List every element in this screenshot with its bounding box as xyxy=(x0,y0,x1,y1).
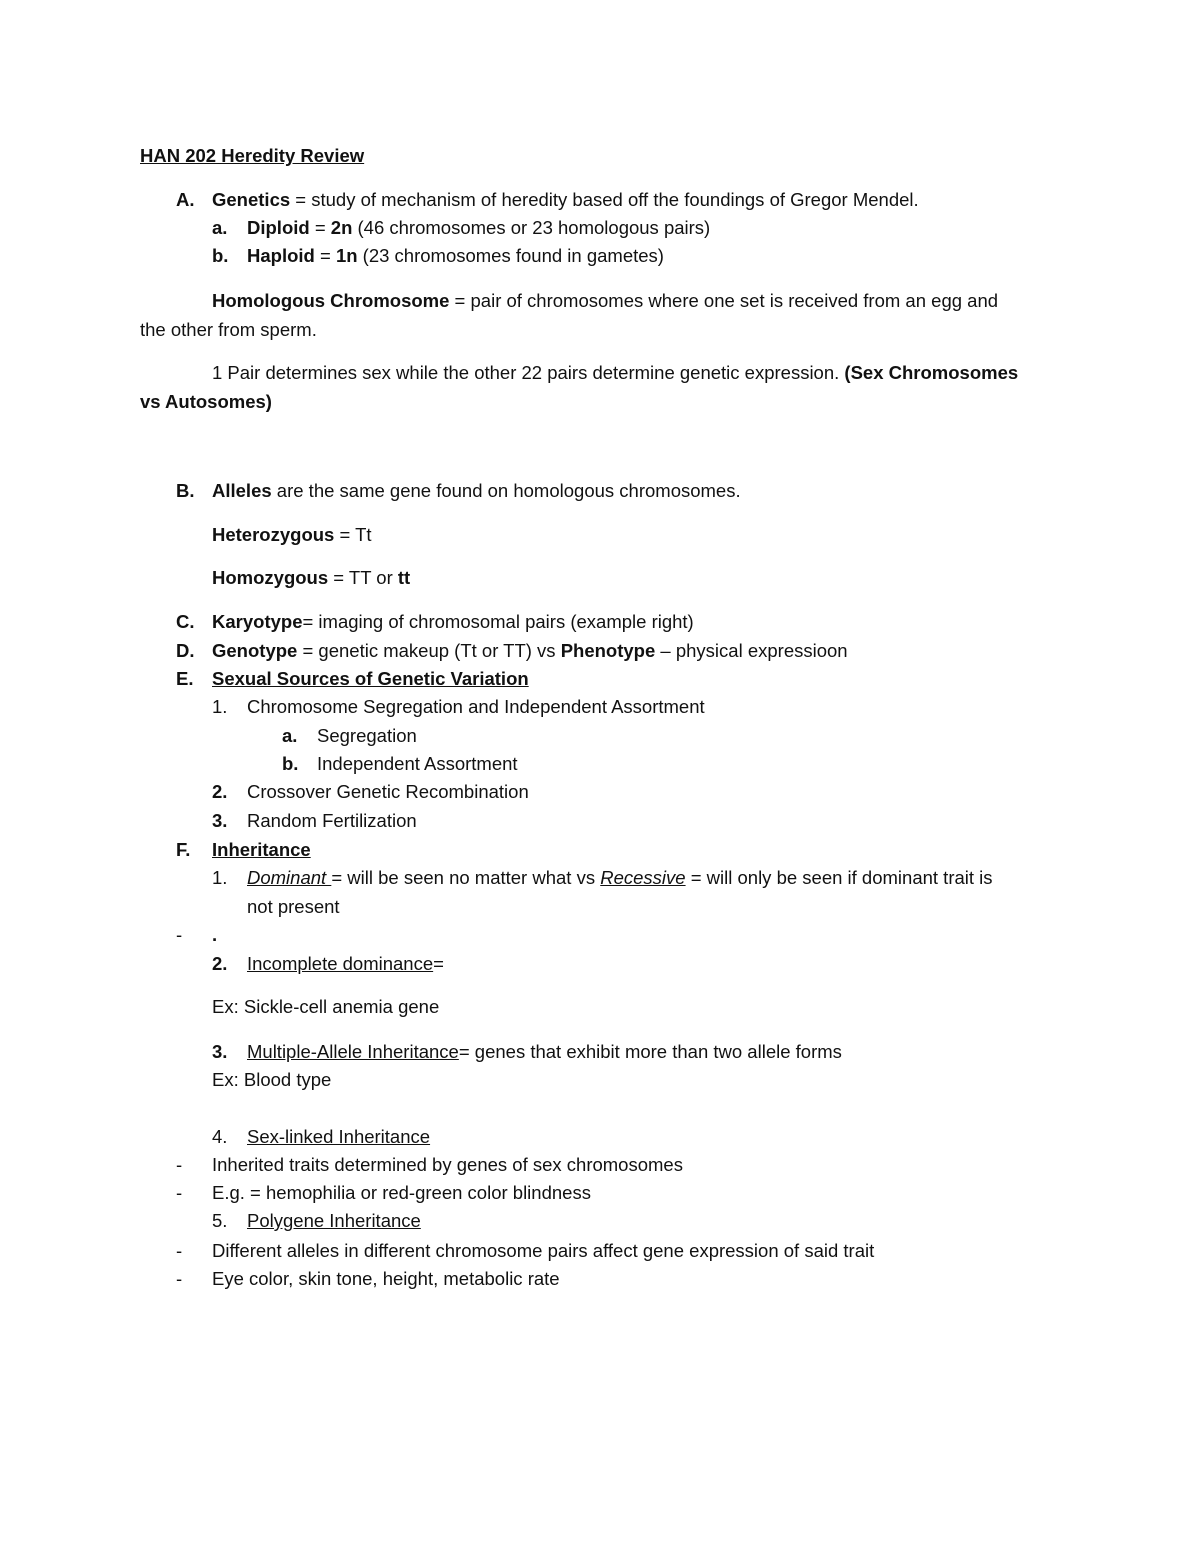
list-marker: 1. xyxy=(212,867,228,888)
list-item: Inherited traits determined by genes of sex chromosomes xyxy=(212,1154,683,1175)
list-item: Random Fertilization xyxy=(247,810,417,831)
list-marker: 2. xyxy=(212,953,228,974)
dash-marker: - xyxy=(176,924,183,945)
list-marker: 2. xyxy=(212,781,228,802)
sex-linked-heading: Sex-linked Inheritance xyxy=(247,1126,431,1147)
list-marker: A. xyxy=(176,189,195,210)
list-marker: B. xyxy=(176,480,195,501)
list-marker: 1. xyxy=(212,696,228,717)
dash-marker: - xyxy=(176,1240,183,1261)
list-marker: F. xyxy=(176,839,191,860)
list-item: Segregation xyxy=(317,725,417,746)
multiple-allele-definition: Multiple-Allele Inheritance= genes that exhibit more than two allele forms xyxy=(247,1041,842,1062)
list-marker: C. xyxy=(176,611,195,632)
diploid-definition: Diploid = 2n (46 chromosomes or 23 homologous pairs) xyxy=(247,217,711,238)
haploid-definition: Haploid = 1n (23 chromosomes found in gametes) xyxy=(247,245,664,266)
list-item: Crossover Genetic Recombination xyxy=(247,781,529,802)
heterozygous-definition: Heterozygous = Tt xyxy=(212,524,372,545)
sex-pair-note: 1 Pair determines sex while the other 22 pairs determine genetic expression. (Sex Chromosomes xyxy=(212,362,1019,383)
page-title: HAN 202 Heredity Review xyxy=(140,145,365,166)
list-item: Independent Assortment xyxy=(317,753,518,774)
section-heading: Inheritance xyxy=(212,839,311,860)
list-item: Different alleles in different chromosome pairs affect gene expression of said trait xyxy=(212,1240,875,1261)
dash-marker: - xyxy=(176,1182,183,1203)
list-marker: a. xyxy=(212,217,228,238)
section-heading: Sexual Sources of Genetic Variation xyxy=(212,668,529,689)
list-marker: b. xyxy=(212,245,229,266)
sex-pair-note-cont: vs Autosomes) xyxy=(140,391,272,412)
homologous-definition-cont: the other from sperm. xyxy=(140,319,317,340)
karyotype-definition: Karyotype= imaging of chromosomal pairs (example right) xyxy=(212,611,694,632)
list-marker: E. xyxy=(176,668,194,689)
dash-marker: - xyxy=(176,1154,183,1175)
homologous-definition: Homologous Chromosome = pair of chromosomes where one set is received from an egg and xyxy=(212,290,999,311)
dominant-definition: Dominant = will be seen no matter what vs Recessive = will only be seen if dominant trait is xyxy=(247,867,993,888)
example-text: Ex: Sickle-cell anemia gene xyxy=(212,996,440,1017)
list-marker: 4. xyxy=(212,1126,228,1147)
list-item: . xyxy=(212,924,218,945)
list-marker: b. xyxy=(282,753,299,774)
alleles-definition: Alleles are the same gene found on homologous chromosomes. xyxy=(212,480,741,501)
list-marker: D. xyxy=(176,640,195,661)
incomplete-dominance: Incomplete dominance= xyxy=(247,953,444,974)
list-marker: a. xyxy=(282,725,298,746)
list-item: Eye color, skin tone, height, metabolic rate xyxy=(212,1268,560,1289)
list-item: Chromosome Segregation and Independent Assortment xyxy=(247,696,705,717)
homozygous-definition: Homozygous = TT or tt xyxy=(212,567,411,588)
list-marker: 5. xyxy=(212,1210,228,1231)
dash-marker: - xyxy=(176,1268,183,1289)
list-marker: 3. xyxy=(212,1041,228,1062)
list-item: E.g. = hemophilia or red-green color blindness xyxy=(212,1182,591,1203)
example-text: Ex: Blood type xyxy=(212,1069,332,1090)
list-marker: 3. xyxy=(212,810,228,831)
genotype-definition: Genotype = genetic makeup (Tt or TT) vs Phenotype – physical expressioon xyxy=(212,640,848,661)
dominant-definition-cont: not present xyxy=(247,896,340,917)
genetics-definition: Genetics = study of mechanism of heredity based off the foundings of Gregor Mendel. xyxy=(212,189,919,210)
polygene-heading: Polygene Inheritance xyxy=(247,1210,421,1231)
